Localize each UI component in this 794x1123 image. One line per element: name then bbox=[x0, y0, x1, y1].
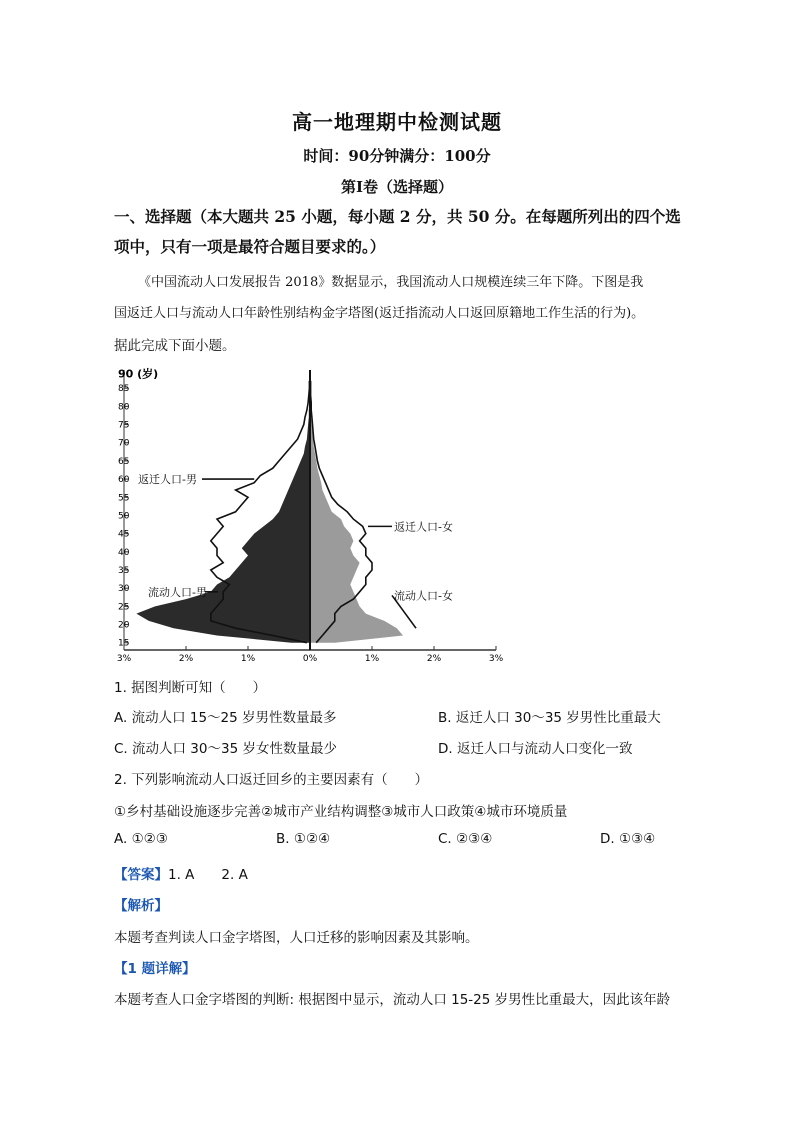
y-axis-label: 90 (岁) bbox=[118, 367, 159, 381]
intro-line1: 《中国流动人口发展报告 2018》数据显示，我国流动人口规模连续三年下降。下图是我 bbox=[138, 275, 644, 290]
section-heading-line2: 项中，只有一项是最符合题目要求的。） bbox=[114, 237, 386, 256]
x-tick-label: 3% bbox=[116, 654, 132, 664]
series-area-floating-female bbox=[310, 381, 403, 643]
x-tick-label: 2% bbox=[178, 654, 194, 664]
detail-tag: 【1 题详解】 bbox=[114, 961, 196, 977]
population-pyramid-chart bbox=[110, 362, 510, 664]
question-2-factors: ①乡村基础设施逐步完善②城市产业结构调整③城市人口政策④城市环境质量 bbox=[114, 804, 568, 820]
series-area-floating-male bbox=[136, 381, 310, 643]
y-tick-label: 15 bbox=[118, 638, 130, 649]
x-tick-label: 0% bbox=[302, 654, 318, 664]
answer-line bbox=[114, 863, 248, 883]
volume-heading: 第Ⅰ卷（选择题） bbox=[340, 178, 454, 196]
y-tick-label: 30 bbox=[118, 584, 130, 595]
series-label: 返迁人口-女 bbox=[394, 520, 453, 534]
q2-option-a: A. ①②③ bbox=[114, 831, 168, 847]
question-1-stem: 1. 据图判断可知（ ） bbox=[114, 680, 267, 696]
y-tick-label: 60 bbox=[118, 475, 130, 486]
intro-line2: 国返迁人口与流动人口年龄性别结构金字塔图(返迁指流动人口返回原籍地工作生活的行为)。 bbox=[114, 306, 645, 321]
x-tick-label: 2% bbox=[426, 654, 442, 664]
series-label: 返迁人口-男 bbox=[138, 473, 197, 487]
page-title: 高一地理期中检测试题 bbox=[292, 110, 502, 134]
series-label: 流动人口-男 bbox=[148, 585, 207, 599]
intro-line3: 据此完成下面小题。 bbox=[114, 338, 236, 354]
y-tick-label: 35 bbox=[118, 566, 130, 576]
detail-text: 本题考查人口金字塔图的判断: 根据图中显示，流动人口 15-25 岁男性比重最大，因此该年龄 bbox=[114, 992, 671, 1008]
question-2-stem: 2. 下列影响流动人口返迁回乡的主要因素有（ ） bbox=[114, 772, 429, 788]
x-tick-label: 1% bbox=[364, 654, 380, 664]
y-tick-label: 70 bbox=[118, 438, 130, 449]
y-tick-label: 55 bbox=[118, 493, 130, 504]
series-label: 流动人口-女 bbox=[394, 589, 453, 603]
x-tick-label: 3% bbox=[488, 654, 504, 664]
analysis-tag-line bbox=[114, 894, 168, 914]
q2-option-d: D. ①③④ bbox=[600, 831, 656, 847]
y-tick-label: 65 bbox=[118, 456, 130, 467]
q1-option-d: D. 返迁人口与流动人口变化一致 bbox=[438, 741, 633, 757]
y-tick-label: 25 bbox=[118, 602, 130, 613]
y-tick-label: 85 bbox=[118, 384, 130, 395]
exam-info: 时间：90分钟满分：100分 bbox=[303, 147, 491, 165]
y-tick-label: 45 bbox=[118, 529, 130, 540]
answer-text: 1. A 2. A bbox=[168, 867, 248, 883]
y-tick-label: 40 bbox=[118, 547, 130, 558]
x-tick-label: 1% bbox=[240, 654, 256, 664]
q1-option-b: B. 返迁人口 30～35 岁男性比重最大 bbox=[438, 710, 661, 726]
y-tick-label: 50 bbox=[118, 511, 130, 522]
y-tick-label: 20 bbox=[118, 620, 130, 631]
analysis-text: 本题考查判读人口金字塔图，人口迁移的影响因素及其影响。 bbox=[114, 930, 479, 946]
y-tick-label: 80 bbox=[118, 402, 130, 413]
q2-option-c: C. ②③④ bbox=[438, 831, 493, 847]
q2-option-b: B. ①②④ bbox=[276, 831, 331, 847]
q1-option-a: A. 流动人口 15～25 岁男性数量最多 bbox=[114, 710, 337, 726]
y-tick-label: 75 bbox=[118, 420, 130, 431]
analysis-tag: 【解析】 bbox=[114, 898, 168, 914]
answer-tag: 【答案】 bbox=[114, 867, 168, 883]
detail-tag-line bbox=[114, 957, 196, 977]
q1-option-c: C. 流动人口 30～35 岁女性数量最少 bbox=[114, 741, 337, 757]
section-heading-line1: 一、选择题（本大题共 25 小题，每小题 2 分，共 50 分。在每题所列出的四个选 bbox=[114, 207, 681, 226]
